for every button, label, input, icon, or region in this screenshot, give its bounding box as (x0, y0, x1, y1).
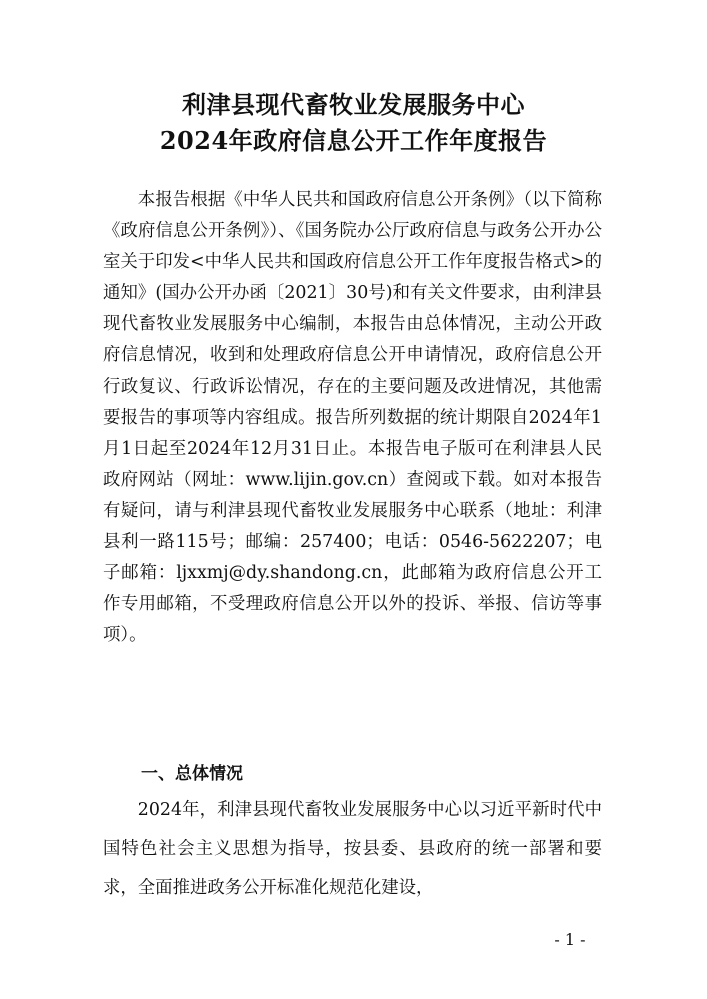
report-title-line-2: 2024年政府信息公开工作年度报告 (159, 126, 548, 155)
intro-paragraph: 本报告根据《中华人民共和国政府信息公开条例》（以下简称《政府信息公开条例》）、《国务院办公厅政府信息与政务公开办公室关于印发<中华人民共和国政府信息公开工作年度报告格式>的通知》(国办公开办函〔2021〕30号)和有关文件要求，由利津县现代畜牧业发展服务中心编制，本报告由总体情况，主动公开政府信息情况，收到和处理政府信息公开申请情况，政府信息公开行政复议、行政诉讼情况，存在的主要问题及改进情况，其他需要报告的事项等内容组成。报告所列数据的统计期限自2024年1月1日起至2024年12月31日止。本报告电子版可在利津县人民政府网站（网址：www.lijin.gov.cn）查阅或下载。如对本报告有疑问，请与利津县现代畜牧业发展服务中心联系（地址：利津县利一路115号；邮编：257400；电话：0546-5622207；电子邮箱：ljxxmj@dy.shandong.cn，此邮箱为政府信息公开工作专用邮箱，不受理政府信息公开以外的投诉、举报、信访等事项）。 (103, 190, 602, 646)
section-1-paragraph: 2024年，利津县现代畜牧业发展服务中心以习近平新时代中国特色社会主义思想为指导，按县委、县政府的统一部署和要求，全面推进政务公开标准化规范化建设， (103, 800, 602, 898)
report-title-line-1: 利津县现代畜牧业发展服务中心 (182, 90, 525, 119)
section-1-heading: 一、总体情况 (141, 764, 243, 784)
page-number: - 1 - (554, 930, 586, 949)
